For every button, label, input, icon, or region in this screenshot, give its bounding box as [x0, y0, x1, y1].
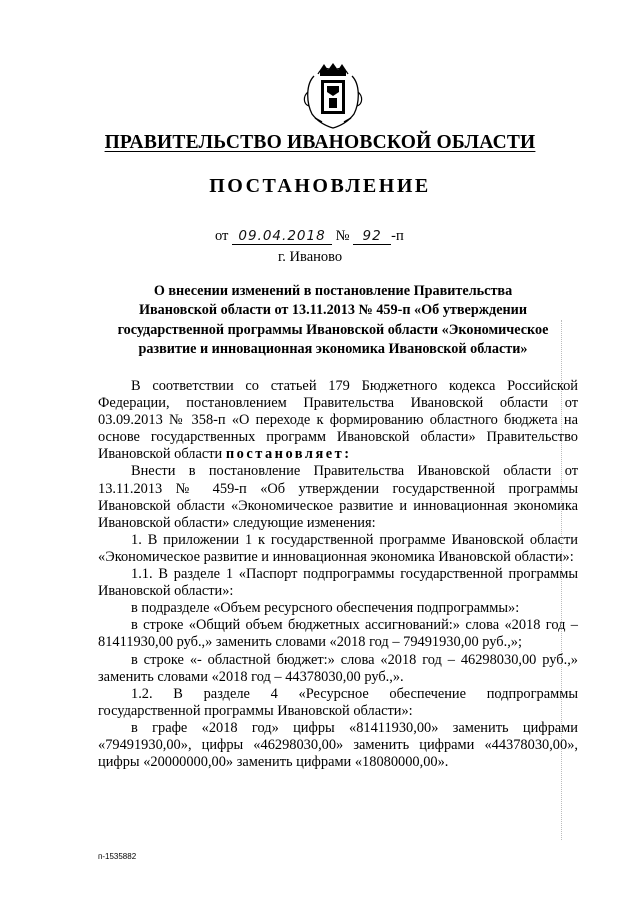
- number-suffix: -п: [391, 228, 404, 244]
- preamble-paragraph: [98, 378, 578, 463]
- body-paragraph: 1. В приложении 1 к государственной программе Ивановской области «Экономическое развитие и инновационная экономика Ивановской области»:: [98, 531, 578, 565]
- subject-line: развитие и инновационная экономика Ивановской области»: [138, 340, 528, 357]
- body-paragraph: в строке «- областной бюджет:» слова «2018 год – 46298030,00 руб.,» заменить словами «2018 год – 44378030,00 руб.,».: [98, 651, 578, 685]
- body-paragraph: 1.1. В разделе 1 «Паспорт подпрограммы государственной программы Ивановской области»:: [98, 566, 578, 600]
- document-body: [98, 378, 578, 771]
- subject-title: [98, 282, 568, 359]
- date-number-line: [215, 228, 404, 245]
- handwritten-number: 92: [353, 228, 391, 245]
- number-sign: №: [335, 228, 350, 244]
- subject-line: О внесении изменений в постановление Правительства: [153, 283, 513, 299]
- organization-title: ПРАВИТЕЛЬСТВО ИВАНОВСКОЙ ОБЛАСТИ: [104, 132, 536, 153]
- subject-line: государственной программы Ивановской области «Экономическое: [117, 321, 549, 338]
- body-paragraph: в подразделе «Объем ресурсного обеспечения подпрограммы»:: [131, 600, 520, 617]
- body-paragraph: в графе «2018 год» цифры «81411930,00» заменить цифрами «79491930,00», цифры «46298030,00» заменить цифрами «44378030,00», цифры «20000000,00» заменить цифрами «18080000,00».: [98, 719, 578, 771]
- subject-line: Ивановской области от 13.11.2013 № 459-п «Об утверждении: [138, 302, 528, 319]
- resolves-verb: постановляет:: [225, 446, 352, 463]
- handwritten-date: 09.04.2018: [232, 228, 332, 245]
- body-paragraph: 1.2. В разделе 4 «Ресурсное обеспечение подпрограммы государственной программы Ивановской области»:: [98, 685, 578, 719]
- city-line: г. Иваново: [278, 249, 343, 265]
- preamble-text: В соответствии со статьей 179 Бюджетного кодекса Российской Федерации, постановлением Правительства Ивановской области от 03.09.2013 № 358-п «О переходе к формированию областного бюджета на основе государственных программ Ивановской области» Правительство Ивановской области: [98, 378, 578, 463]
- body-paragraph: Внести в постановление Правительства Ивановской области от 13.11.2013 № 459-п «Об утверждении государственной программы Ивановской области «Экономическое развитие и инновационная экономика Ивановской области» следующие изменения:: [98, 463, 578, 531]
- document-code: п-1535882: [98, 852, 137, 861]
- document-type-heading: ПОСТАНОВЛЕНИЕ: [209, 175, 431, 197]
- body-paragraph: в строке «Общий объем бюджетных ассигнований:» слова «2018 год – 81411930,00 руб.,» заменить словами «2018 год – 79491930,00 руб.,»;: [98, 617, 578, 651]
- date-prefix: от: [215, 228, 229, 244]
- coat-of-arms-emblem: [300, 62, 366, 132]
